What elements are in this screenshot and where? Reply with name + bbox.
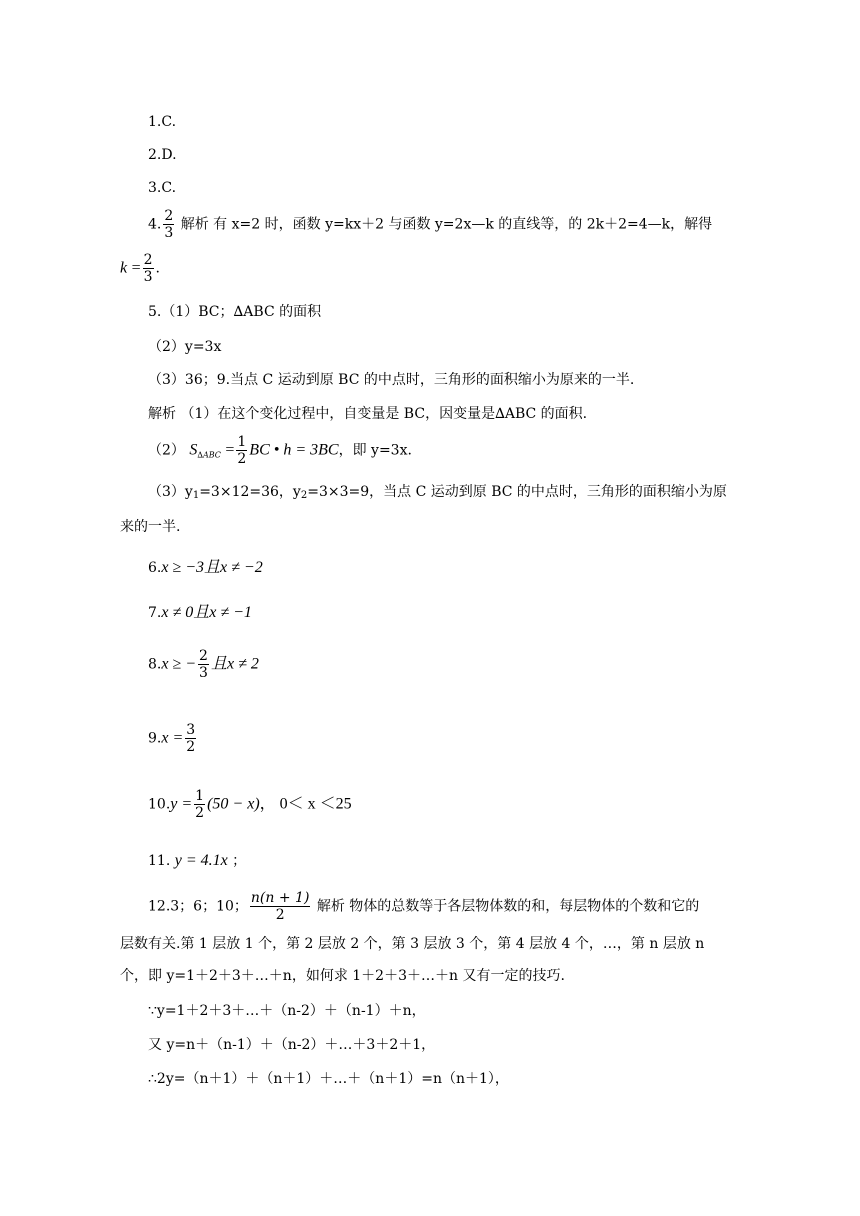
answer-8-prefix: x ≥ −	[161, 655, 197, 673]
answer-12-line-2: 层数有关.第 1 层放 1 个，第 2 层放 2 个，第 3 层放 3 个，第 4 层放 4 个，…，第 n 层放 n	[120, 936, 705, 952]
answer-10-number: 10.	[148, 796, 171, 813]
numerator: 1	[237, 434, 247, 450]
period: .	[155, 260, 160, 277]
equals-sign: =	[225, 441, 235, 459]
answer-11	[148, 851, 246, 871]
answer-6	[148, 558, 263, 578]
answer-12-line-5: 又 y=n＋（n-1）＋（n-2）＋…＋3＋2＋1，	[148, 1037, 436, 1053]
answer-10-fraction	[194, 788, 205, 821]
half-fraction	[236, 434, 247, 467]
equals-sign: =	[131, 259, 141, 277]
y-label: （3）y	[148, 484, 193, 500]
answer-4-analysis: 解析 有 x=2 时，函数 y=kx＋2 与函数 y=2x—k 的直线等，的 2k＋2=4—k，解得	[180, 216, 713, 233]
answer-8	[148, 648, 259, 681]
answer-8-fraction	[198, 648, 209, 681]
answer-11-number: 11.	[148, 853, 171, 869]
y1-value: =3×12=36，y	[199, 484, 301, 500]
answer-2: 2.D.	[148, 147, 177, 163]
variable-k: k	[120, 259, 128, 277]
numerator: 1	[195, 788, 205, 804]
answer-12-fraction	[250, 890, 311, 923]
answer-5-part-2: （2）y=3x	[148, 339, 222, 355]
denominator: 2	[237, 451, 247, 467]
numerator: 2	[199, 648, 208, 664]
answer-7-expression: x ≠ 0且x ≠ −1	[161, 604, 252, 621]
denominator: 2	[275, 907, 285, 923]
result-fraction	[143, 252, 154, 285]
answer-11-end: ；	[232, 853, 247, 869]
answer-4-fraction	[163, 208, 174, 241]
answer-5-formula-3-cont: 来的一半.	[120, 519, 181, 535]
numerator: 3	[186, 722, 196, 738]
answer-9-prefix: x =	[161, 729, 184, 747]
answer-7	[148, 603, 252, 623]
answer-12-number: 12.3；6；10；	[148, 898, 248, 915]
formula-conclusion: ，即 y=3x.	[338, 442, 412, 459]
answer-9	[148, 722, 198, 755]
area-subscript: ∆ABC	[197, 450, 221, 460]
answer-5-part-1: 5.（1）BC；∆ABC 的面积	[148, 304, 322, 320]
answer-12	[148, 890, 699, 923]
answer-4-result	[120, 252, 160, 285]
answer-10-expression: (50 − x)	[207, 795, 260, 813]
answer-7-number: 7.	[148, 605, 162, 621]
answer-9-number: 9.	[148, 730, 162, 747]
answer-4	[148, 208, 712, 241]
numerator: 2	[143, 252, 153, 268]
part-label: （2）	[148, 442, 185, 459]
answer-8-suffix: 且x ≠ 2	[210, 655, 259, 673]
denominator: 3	[199, 665, 208, 681]
answer-1: 1.C.	[148, 114, 177, 130]
answer-9-fraction	[185, 722, 196, 755]
numerator: 2	[164, 208, 174, 224]
y2-value: =3×3=9，当点 C 运动到原 BC 的中点时，三角形的面积缩小为原	[307, 484, 727, 500]
denominator: 2	[195, 805, 205, 821]
answer-6-expression: x ≥ −3且x ≠ −2	[161, 559, 263, 576]
subscript-1: 1	[192, 490, 200, 501]
answer-4-number: 4.	[148, 216, 162, 233]
answer-8-number: 8.	[148, 656, 162, 673]
answer-6-number: 6.	[148, 560, 162, 576]
answer-12-line-6: ∴2y=（n＋1）＋（n＋1）＋…＋（n＋1）=n（n＋1），	[148, 1071, 509, 1087]
answer-10	[148, 788, 352, 821]
answer-12-analysis: 解析 物体的总数等于各层物体数的和，每层物体的个数和它的	[316, 898, 700, 915]
answer-11-expression: y = 4.1x	[174, 852, 228, 869]
answer-12-line-4: ∵y=1＋2＋3＋…＋（n-2）＋（n-1）＋n，	[148, 1003, 426, 1019]
numerator: n(n + 1)	[250, 890, 310, 906]
answer-5-formula-2	[148, 434, 412, 467]
area-expression: BC • h = 3BC	[249, 441, 339, 459]
denominator: 2	[186, 739, 196, 755]
denominator: 3	[164, 225, 174, 241]
answer-3: 3.C.	[148, 180, 177, 196]
answer-5-part-3: （3）36；9.当点 C 运动到原 BC 的中点时，三角形的面积缩小为原来的一半.	[148, 372, 635, 388]
answer-10-prefix: y =	[170, 795, 193, 813]
subscript-2: 2	[300, 490, 308, 501]
answer-5-formula-3	[148, 482, 727, 506]
answer-5-analysis: 解析 （1）在这个变化过程中，自变量是 BC，因变量是∆ABC 的面积.	[148, 406, 588, 422]
denominator: 3	[143, 269, 153, 285]
answer-10-range: ， 0＜ x ＜25	[259, 795, 352, 813]
area-symbol: S	[189, 441, 198, 459]
answer-12-line-3: 个，即 y=1＋2＋3＋…＋n，如何求 1＋2＋3＋…＋n 又有一定的技巧.	[120, 968, 565, 984]
